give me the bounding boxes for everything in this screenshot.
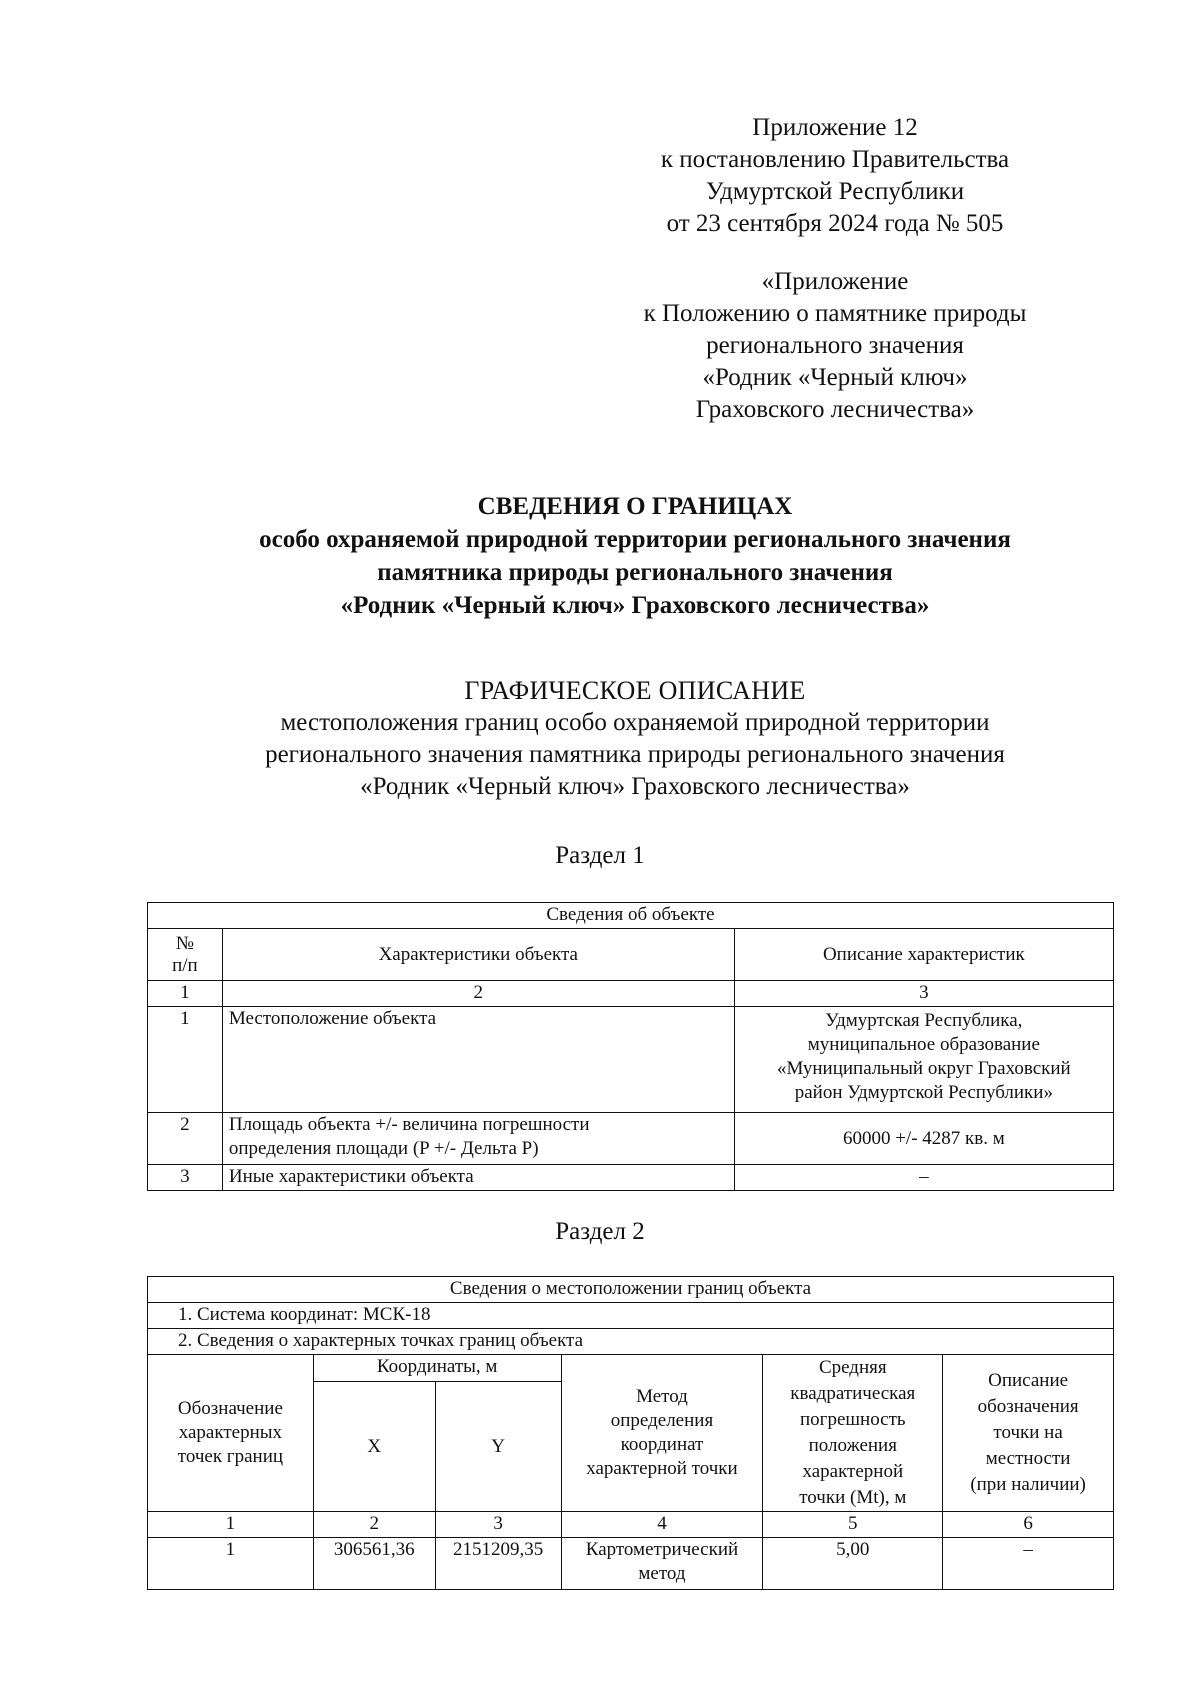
- header-cell: № п/п: [148, 929, 223, 981]
- table-caption: Сведения об объекте: [148, 903, 1114, 929]
- header-description: Описание обозначения точки на местности (при наличии): [943, 1355, 1114, 1512]
- header-coordinates: Координаты, м: [313, 1355, 561, 1382]
- point-description: –: [943, 1538, 1114, 1590]
- header-subline: регионального значения: [706, 332, 964, 359]
- row-characteristic: Иные характеристики объекта: [222, 1165, 734, 1191]
- header-x: X: [313, 1382, 435, 1512]
- document-title: [110, 490, 1160, 622]
- header-error: Средняя квадратическая погрешность положения характерной точки (Mt), м: [763, 1355, 943, 1512]
- title-line: «Родник «Черный ключ» Граховского лесничества»: [340, 592, 930, 619]
- header-method: Метод определения координат характерной точки: [561, 1355, 763, 1512]
- table-row: [148, 1007, 1114, 1113]
- header-designation: Обозначение характерных точек границ: [148, 1355, 314, 1512]
- section1-label: Раздел 1: [555, 842, 645, 869]
- column-number: 1: [148, 1512, 314, 1538]
- header-cell: Описание характеристик: [734, 929, 1113, 981]
- appendix-header: [600, 112, 1070, 426]
- object-info-table: [147, 902, 1114, 1191]
- subtitle-line: «Родник «Черный ключ» Граховского лесничества»: [360, 773, 910, 800]
- header-subline: «Приложение: [761, 268, 909, 295]
- column-number: 3: [734, 981, 1113, 1007]
- point-method: Картометрический метод: [561, 1538, 763, 1590]
- subtitle-line: ГРАФИЧЕСКОЕ ОПИСАНИЕ: [464, 676, 806, 705]
- subtitle-line: местоположения границ особо охраняемой природной территории: [280, 709, 990, 736]
- column-number: 4: [561, 1512, 763, 1538]
- header-cell: Характеристики объекта: [222, 929, 734, 981]
- column-number: 2: [222, 981, 734, 1007]
- header-line: от 23 сентября 2024 года № 505: [666, 210, 1004, 237]
- row-number: 1: [148, 1007, 223, 1113]
- subtitle-line: регионального значения памятника природы регионального значения: [265, 741, 1005, 768]
- table-caption: Сведения о местоположении границ объекта: [148, 1277, 1114, 1303]
- column-number: 5: [763, 1512, 943, 1538]
- title-line: особо охраняемой природной территории регионального значения: [259, 526, 1011, 553]
- point-designation: 1: [148, 1538, 314, 1590]
- row-description: –: [734, 1165, 1113, 1191]
- column-number: 6: [943, 1512, 1114, 1538]
- column-number: 3: [435, 1512, 561, 1538]
- table-row: [148, 1538, 1114, 1590]
- header-y: Y: [435, 1382, 561, 1512]
- row-characteristic: Площадь объекта +/- величина погрешности определения площади (P +/- Дельта P): [222, 1113, 734, 1165]
- row-description: 60000 +/- 4287 кв. м: [734, 1113, 1113, 1165]
- graphic-description-title: [110, 675, 1160, 803]
- column-number: 2: [313, 1512, 435, 1538]
- row-number: 3: [148, 1165, 223, 1191]
- column-number: 1: [148, 981, 223, 1007]
- table-row: [148, 1113, 1114, 1165]
- point-y: 2151209,35: [435, 1538, 561, 1590]
- point-x: 306561,36: [313, 1538, 435, 1590]
- header-subline: к Положению о памятнике природы: [643, 300, 1027, 327]
- header-line: Удмуртской Республики: [705, 178, 965, 205]
- points-caption: 2. Сведения о характерных точках границ объекта: [148, 1329, 1114, 1355]
- section2-label: Раздел 2: [555, 1218, 645, 1245]
- row-characteristic: Местоположение объекта: [222, 1007, 734, 1113]
- row-description: Удмуртская Республика, муниципальное образование «Муниципальный округ Граховский район Удмуртской Республики»: [734, 1007, 1113, 1113]
- header-subline: Граховского лесничества»: [695, 396, 975, 423]
- title-line: СВЕДЕНИЯ О ГРАНИЦАХ: [477, 493, 793, 520]
- boundary-points-table: [147, 1276, 1114, 1590]
- title-line: памятника природы регионального значения: [377, 559, 893, 586]
- header-subline: «Родник «Черный ключ»: [702, 364, 968, 391]
- header-line: Приложение 12: [752, 114, 918, 141]
- table-row: [148, 1165, 1114, 1191]
- row-number: 2: [148, 1113, 223, 1165]
- header-line: к постановлению Правительства: [660, 146, 1010, 173]
- point-error: 5,00: [763, 1538, 943, 1590]
- coordinate-system: 1. Система координат: МСК-18: [148, 1303, 1114, 1329]
